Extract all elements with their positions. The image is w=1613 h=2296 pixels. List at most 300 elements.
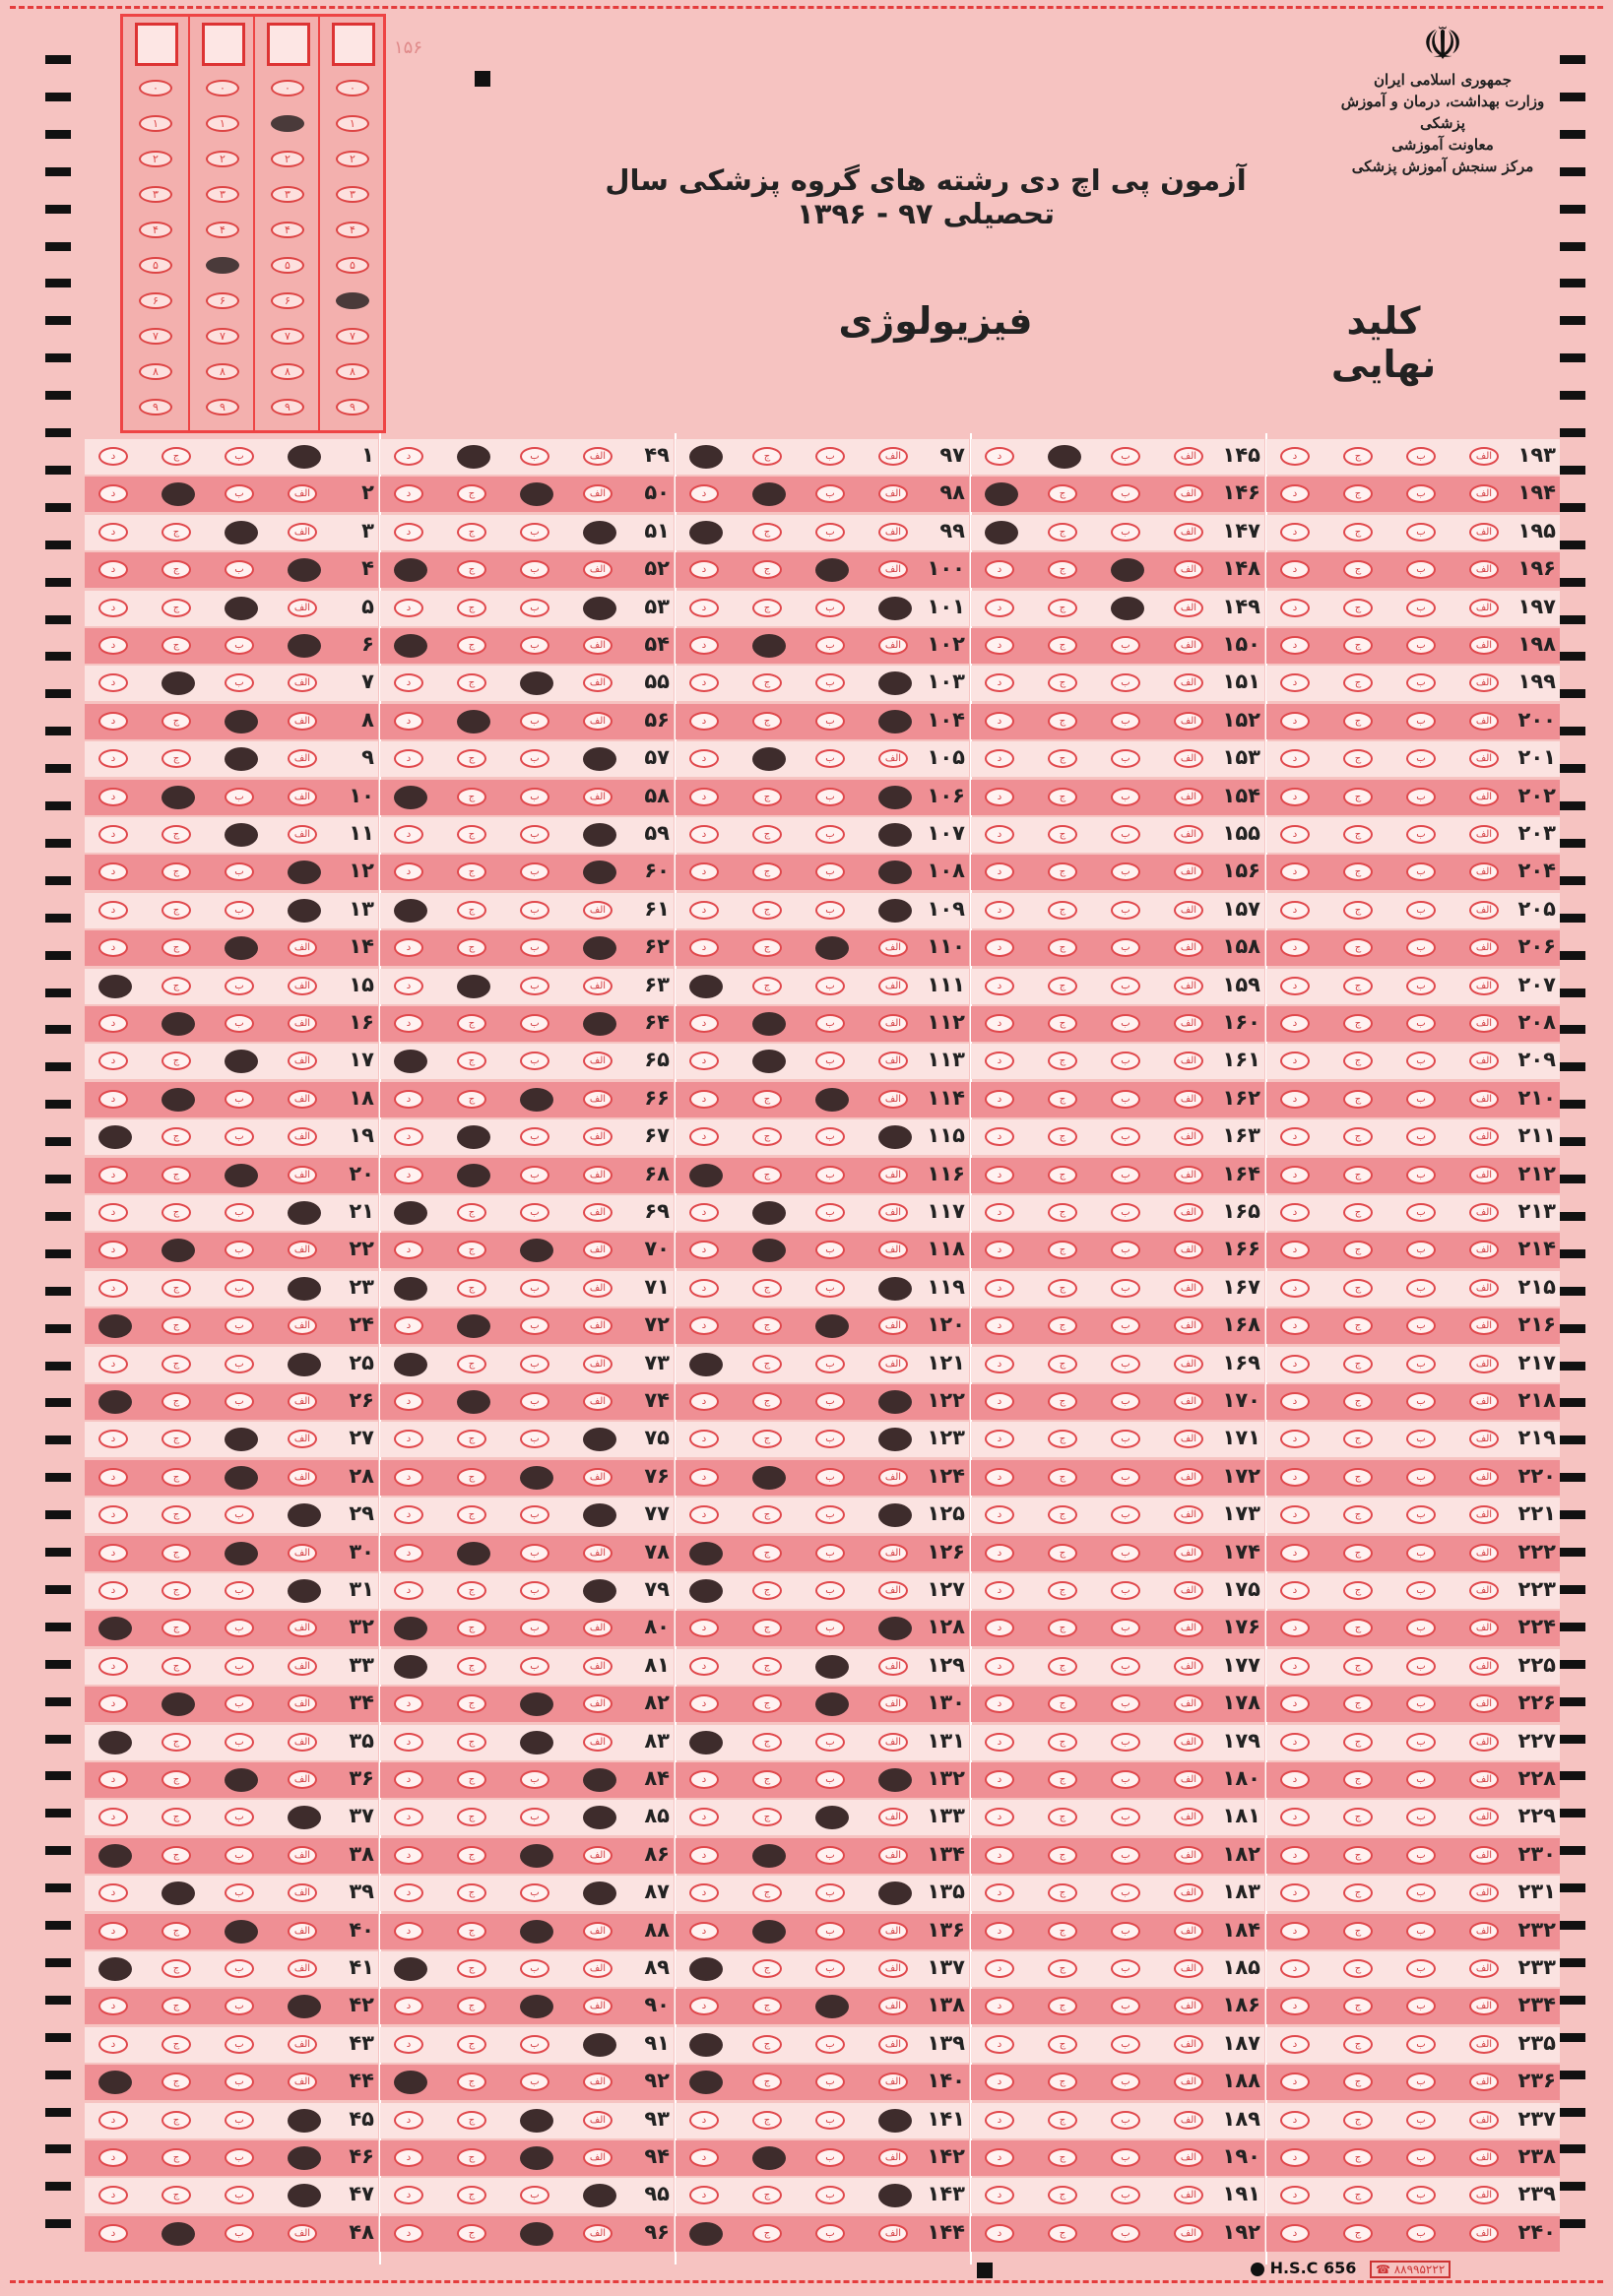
option-bubble-1[interactable]: الف: [1469, 1241, 1499, 1259]
option-bubble-4[interactable]: د: [985, 1279, 1014, 1298]
option-bubble-4[interactable]: د: [1280, 1657, 1310, 1676]
option-bubble-2[interactable]: ب: [225, 2224, 254, 2243]
code-bubble[interactable]: ۲: [139, 151, 172, 167]
option-bubble-1[interactable]: الف: [1174, 1166, 1203, 1184]
option-bubble-4[interactable]: د: [689, 1505, 719, 1524]
option-bubble-4[interactable]: د: [1280, 636, 1310, 655]
option-bubble-2[interactable]: ب: [815, 2073, 845, 2091]
option-bubble-4[interactable]: د: [1280, 1166, 1310, 1184]
option-bubble-3[interactable]: ج: [1343, 560, 1373, 579]
option-bubble-2[interactable]: ب: [1111, 749, 1140, 768]
option-bubble-3[interactable]: ج: [752, 1505, 782, 1524]
option-bubble-4[interactable]: د: [985, 1392, 1014, 1411]
option-bubble-4[interactable]: [394, 1655, 427, 1679]
option-bubble-3[interactable]: ج: [1048, 1581, 1077, 1600]
option-bubble-3[interactable]: ج: [752, 1544, 782, 1563]
option-bubble-4[interactable]: د: [98, 2224, 128, 2243]
option-bubble-3[interactable]: ج: [752, 1166, 782, 1184]
option-bubble-3[interactable]: ج: [1048, 1166, 1077, 1184]
option-bubble-3[interactable]: [752, 634, 786, 658]
code-bubble[interactable]: ۹: [139, 399, 172, 415]
option-bubble-4[interactable]: د: [1280, 1430, 1310, 1448]
option-bubble-4[interactable]: د: [1280, 1883, 1310, 1902]
option-bubble-1[interactable]: [878, 1390, 912, 1414]
option-bubble-4[interactable]: د: [98, 523, 128, 542]
option-bubble-4[interactable]: د: [98, 1808, 128, 1826]
option-bubble-3[interactable]: [161, 1692, 195, 1716]
option-bubble-1[interactable]: الف: [1469, 1468, 1499, 1487]
option-bubble-2[interactable]: ب: [815, 1468, 845, 1487]
option-bubble-3[interactable]: ج: [752, 1392, 782, 1411]
option-bubble-1[interactable]: [288, 1995, 321, 2018]
option-bubble-4[interactable]: د: [1280, 938, 1310, 957]
option-bubble-4[interactable]: د: [1280, 1505, 1310, 1524]
option-bubble-3[interactable]: ج: [457, 1694, 486, 1713]
option-bubble-3[interactable]: ج: [457, 901, 486, 920]
option-bubble-3[interactable]: ج: [457, 2224, 486, 2243]
code-bubble[interactable]: ۷: [139, 328, 172, 345]
option-bubble-2[interactable]: [1111, 558, 1144, 582]
option-bubble-2[interactable]: [225, 1428, 258, 1451]
option-bubble-1[interactable]: الف: [878, 1316, 908, 1335]
option-bubble-1[interactable]: الف: [1469, 1316, 1499, 1335]
option-bubble-4[interactable]: د: [985, 673, 1014, 692]
option-bubble-3[interactable]: ج: [457, 1430, 486, 1448]
option-bubble-2[interactable]: ب: [1111, 1657, 1140, 1676]
option-bubble-1[interactable]: الف: [878, 1694, 908, 1713]
code-bubble[interactable]: ۷: [206, 328, 239, 345]
option-bubble-3[interactable]: ج: [1048, 2073, 1077, 2091]
option-bubble-4[interactable]: د: [1280, 1544, 1310, 1563]
option-bubble-2[interactable]: ب: [815, 712, 845, 731]
option-bubble-1[interactable]: [878, 671, 912, 695]
option-bubble-2[interactable]: ب: [225, 1355, 254, 1373]
option-bubble-1[interactable]: الف: [1174, 1316, 1203, 1335]
option-bubble-3[interactable]: ج: [1048, 2111, 1077, 2130]
option-bubble-1[interactable]: الف: [1469, 862, 1499, 881]
option-bubble-1[interactable]: الف: [583, 1733, 613, 1752]
option-bubble-1[interactable]: الف: [583, 673, 613, 692]
option-bubble-1[interactable]: [878, 597, 912, 620]
option-bubble-2[interactable]: ب: [520, 977, 549, 995]
option-bubble-2[interactable]: ب: [1111, 1241, 1140, 1259]
option-bubble-4[interactable]: [689, 1353, 723, 1376]
code-bubble[interactable]: ۹: [271, 399, 304, 415]
option-bubble-1[interactable]: الف: [1174, 1922, 1203, 1941]
option-bubble-1[interactable]: الف: [1174, 2186, 1203, 2204]
option-bubble-2[interactable]: [225, 597, 258, 620]
option-bubble-3[interactable]: ج: [752, 1997, 782, 2015]
code-bubble[interactable]: ۴: [271, 222, 304, 238]
option-bubble-2[interactable]: ب: [815, 1619, 845, 1637]
option-bubble-2[interactable]: ب: [1406, 2148, 1436, 2167]
option-bubble-1[interactable]: الف: [1174, 2073, 1203, 2091]
option-bubble-3[interactable]: [161, 1012, 195, 1036]
option-bubble-2[interactable]: [225, 1050, 258, 1073]
option-bubble-3[interactable]: ج: [161, 1316, 191, 1335]
option-bubble-4[interactable]: د: [1280, 2148, 1310, 2167]
option-bubble-3[interactable]: ج: [161, 1505, 191, 1524]
option-bubble-1[interactable]: الف: [288, 1316, 317, 1335]
option-bubble-4[interactable]: د: [1280, 1846, 1310, 1865]
option-bubble-2[interactable]: ب: [815, 1733, 845, 1752]
option-bubble-4[interactable]: د: [689, 1922, 719, 1941]
option-bubble-3[interactable]: ج: [752, 1770, 782, 1789]
option-bubble-4[interactable]: د: [985, 1052, 1014, 1070]
option-bubble-4[interactable]: د: [985, 977, 1014, 995]
option-bubble-1[interactable]: الف: [1469, 447, 1499, 466]
option-bubble-3[interactable]: ج: [1048, 2186, 1077, 2204]
option-bubble-3[interactable]: [752, 1050, 786, 1073]
option-bubble-4[interactable]: د: [1280, 788, 1310, 806]
option-bubble-2[interactable]: [815, 1806, 849, 1829]
option-bubble-2[interactable]: ب: [520, 1657, 549, 1676]
option-bubble-2[interactable]: ب: [1406, 1997, 1436, 2015]
option-bubble-3[interactable]: ج: [1048, 1392, 1077, 1411]
option-bubble-2[interactable]: ب: [815, 599, 845, 617]
option-bubble-3[interactable]: ج: [1048, 1959, 1077, 1978]
option-bubble-1[interactable]: الف: [583, 484, 613, 503]
option-bubble-3[interactable]: [161, 671, 195, 695]
option-bubble-2[interactable]: ب: [520, 1392, 549, 1411]
option-bubble-2[interactable]: ب: [1111, 2224, 1140, 2243]
code-bubble[interactable]: ۲: [336, 151, 369, 167]
option-bubble-1[interactable]: الف: [583, 560, 613, 579]
option-bubble-4[interactable]: [689, 1957, 723, 1981]
option-bubble-2[interactable]: ب: [520, 749, 549, 768]
option-bubble-1[interactable]: الف: [288, 1052, 317, 1070]
option-bubble-2[interactable]: ب: [225, 977, 254, 995]
option-bubble-3[interactable]: ج: [1343, 1922, 1373, 1941]
option-bubble-4[interactable]: [394, 634, 427, 658]
option-bubble-2[interactable]: ب: [1406, 1355, 1436, 1373]
option-bubble-3[interactable]: [161, 1088, 195, 1112]
option-bubble-2[interactable]: ب: [1406, 1127, 1436, 1146]
option-bubble-3[interactable]: ج: [1343, 1430, 1373, 1448]
option-bubble-2[interactable]: [520, 1088, 553, 1112]
option-bubble-3[interactable]: ج: [1048, 1279, 1077, 1298]
option-bubble-4[interactable]: [98, 1314, 132, 1338]
option-bubble-4[interactable]: د: [689, 1392, 719, 1411]
option-bubble-4[interactable]: د: [98, 712, 128, 731]
option-bubble-2[interactable]: ب: [1111, 1959, 1140, 1978]
option-bubble-1[interactable]: الف: [1174, 673, 1203, 692]
option-bubble-3[interactable]: ج: [752, 1619, 782, 1637]
option-bubble-1[interactable]: الف: [1174, 1090, 1203, 1109]
option-bubble-3[interactable]: [752, 1239, 786, 1262]
option-bubble-4[interactable]: د: [985, 749, 1014, 768]
option-bubble-1[interactable]: [583, 1579, 616, 1603]
option-bubble-2[interactable]: ب: [520, 862, 549, 881]
option-bubble-4[interactable]: د: [1280, 1694, 1310, 1713]
option-bubble-3[interactable]: [752, 1844, 786, 1868]
option-bubble-3[interactable]: [457, 1164, 490, 1187]
option-bubble-4[interactable]: د: [689, 788, 719, 806]
option-bubble-2[interactable]: ب: [1111, 636, 1140, 655]
option-bubble-4[interactable]: د: [985, 1316, 1014, 1335]
option-bubble-1[interactable]: الف: [288, 825, 317, 844]
option-bubble-3[interactable]: ج: [752, 1279, 782, 1298]
option-bubble-3[interactable]: ج: [1343, 901, 1373, 920]
option-bubble-2[interactable]: ب: [815, 1544, 845, 1563]
option-bubble-4[interactable]: د: [394, 1014, 423, 1033]
option-bubble-1[interactable]: الف: [878, 523, 908, 542]
code-bubble[interactable]: ۰: [206, 80, 239, 96]
option-bubble-1[interactable]: الف: [1469, 2073, 1499, 2091]
option-bubble-4[interactable]: [689, 2071, 723, 2094]
option-bubble-3[interactable]: [161, 2222, 195, 2246]
option-bubble-4[interactable]: [689, 975, 723, 998]
code-bubble[interactable]: ۱: [336, 115, 369, 132]
option-bubble-3[interactable]: ج: [1343, 1392, 1373, 1411]
option-bubble-3[interactable]: ج: [1343, 1770, 1373, 1789]
option-bubble-2[interactable]: ب: [520, 2035, 549, 2054]
option-bubble-2[interactable]: ب: [1406, 1279, 1436, 1298]
option-bubble-2[interactable]: ب: [1111, 2186, 1140, 2204]
option-bubble-1[interactable]: الف: [1174, 523, 1203, 542]
option-bubble-4[interactable]: [985, 482, 1018, 506]
option-bubble-3[interactable]: ج: [457, 1355, 486, 1373]
option-bubble-1[interactable]: الف: [583, 447, 613, 466]
option-bubble-4[interactable]: د: [98, 1052, 128, 1070]
option-bubble-2[interactable]: [520, 671, 553, 695]
option-bubble-3[interactable]: ج: [1048, 1657, 1077, 1676]
option-bubble-2[interactable]: [225, 747, 258, 771]
option-bubble-3[interactable]: ج: [1343, 484, 1373, 503]
option-bubble-3[interactable]: ج: [1048, 1355, 1077, 1373]
option-bubble-4[interactable]: د: [98, 636, 128, 655]
option-bubble-3[interactable]: [161, 482, 195, 506]
option-bubble-2[interactable]: ب: [520, 447, 549, 466]
option-bubble-4[interactable]: د: [394, 1430, 423, 1448]
option-bubble-4[interactable]: د: [985, 1922, 1014, 1941]
option-bubble-3[interactable]: ج: [752, 447, 782, 466]
option-bubble-1[interactable]: الف: [288, 1090, 317, 1109]
option-bubble-3[interactable]: ج: [1343, 1241, 1373, 1259]
option-bubble-4[interactable]: [98, 1125, 132, 1149]
option-bubble-3[interactable]: ج: [752, 599, 782, 617]
option-bubble-2[interactable]: ب: [1406, 1505, 1436, 1524]
option-bubble-3[interactable]: [457, 975, 490, 998]
option-bubble-3[interactable]: ج: [161, 1468, 191, 1487]
option-bubble-2[interactable]: ب: [225, 2186, 254, 2204]
option-bubble-2[interactable]: ب: [225, 1808, 254, 1826]
option-bubble-3[interactable]: ج: [457, 1770, 486, 1789]
option-bubble-2[interactable]: [225, 1542, 258, 1565]
option-bubble-4[interactable]: د: [985, 1241, 1014, 1259]
option-bubble-4[interactable]: د: [985, 2035, 1014, 2054]
option-bubble-1[interactable]: الف: [583, 1316, 613, 1335]
option-bubble-1[interactable]: الف: [878, 484, 908, 503]
option-bubble-1[interactable]: الف: [583, 1166, 613, 1184]
option-bubble-4[interactable]: د: [394, 673, 423, 692]
option-bubble-2[interactable]: [225, 521, 258, 544]
option-bubble-2[interactable]: ب: [520, 1808, 549, 1826]
option-bubble-2[interactable]: ب: [1111, 484, 1140, 503]
option-bubble-4[interactable]: د: [985, 1657, 1014, 1676]
option-bubble-3[interactable]: ج: [1343, 2073, 1373, 2091]
option-bubble-4[interactable]: د: [394, 2035, 423, 2054]
option-bubble-3[interactable]: ج: [161, 599, 191, 617]
option-bubble-4[interactable]: د: [98, 1203, 128, 1222]
option-bubble-2[interactable]: ب: [1111, 1733, 1140, 1752]
option-bubble-1[interactable]: الف: [288, 484, 317, 503]
option-bubble-3[interactable]: ج: [752, 523, 782, 542]
option-bubble-2[interactable]: [520, 1920, 553, 1944]
code-bubble[interactable]: ۷: [271, 328, 304, 345]
option-bubble-4[interactable]: د: [1280, 825, 1310, 844]
option-bubble-3[interactable]: ج: [1343, 712, 1373, 731]
option-bubble-2[interactable]: ب: [225, 1694, 254, 1713]
option-bubble-2[interactable]: [225, 1164, 258, 1187]
option-bubble-4[interactable]: د: [98, 1166, 128, 1184]
option-bubble-3[interactable]: ج: [1048, 560, 1077, 579]
option-bubble-1[interactable]: [583, 861, 616, 884]
option-bubble-1[interactable]: [878, 710, 912, 733]
option-bubble-2[interactable]: ب: [815, 1166, 845, 1184]
option-bubble-4[interactable]: د: [394, 2224, 423, 2243]
option-bubble-1[interactable]: [288, 2146, 321, 2170]
option-bubble-4[interactable]: د: [985, 1355, 1014, 1373]
option-bubble-3[interactable]: ج: [457, 1203, 486, 1222]
option-bubble-2[interactable]: ب: [1111, 1997, 1140, 2015]
option-bubble-4[interactable]: د: [394, 1581, 423, 1600]
option-bubble-1[interactable]: الف: [1469, 523, 1499, 542]
option-bubble-1[interactable]: [288, 861, 321, 884]
option-bubble-2[interactable]: ب: [815, 1505, 845, 1524]
option-bubble-3[interactable]: ج: [161, 1619, 191, 1637]
option-bubble-1[interactable]: [583, 1806, 616, 1829]
code-box[interactable]: [332, 23, 375, 66]
option-bubble-1[interactable]: الف: [288, 1733, 317, 1752]
option-bubble-2[interactable]: ب: [520, 560, 549, 579]
option-bubble-4[interactable]: د: [394, 1922, 423, 1941]
option-bubble-3[interactable]: ج: [457, 1052, 486, 1070]
option-bubble-1[interactable]: الف: [1469, 1279, 1499, 1298]
option-bubble-1[interactable]: الف: [583, 1922, 613, 1941]
option-bubble-1[interactable]: الف: [878, 1846, 908, 1865]
option-bubble-1[interactable]: الف: [288, 1922, 317, 1941]
option-bubble-1[interactable]: الف: [1174, 1241, 1203, 1259]
option-bubble-4[interactable]: د: [98, 1922, 128, 1941]
option-bubble-4[interactable]: د: [98, 673, 128, 692]
code-bubble[interactable]: ۳: [271, 186, 304, 203]
option-bubble-3[interactable]: ج: [1343, 1581, 1373, 1600]
option-bubble-2[interactable]: ب: [1111, 1846, 1140, 1865]
option-bubble-1[interactable]: الف: [288, 1127, 317, 1146]
option-bubble-3[interactable]: ج: [457, 1959, 486, 1978]
option-bubble-3[interactable]: ج: [752, 1127, 782, 1146]
option-bubble-2[interactable]: ب: [225, 1316, 254, 1335]
option-bubble-2[interactable]: ب: [1111, 673, 1140, 692]
option-bubble-3[interactable]: ج: [1343, 2111, 1373, 2130]
option-bubble-4[interactable]: د: [1280, 1468, 1310, 1487]
option-bubble-1[interactable]: الف: [878, 560, 908, 579]
option-bubble-1[interactable]: الف: [1174, 825, 1203, 844]
option-bubble-4[interactable]: د: [985, 447, 1014, 466]
option-bubble-4[interactable]: د: [394, 1166, 423, 1184]
option-bubble-3[interactable]: ج: [1048, 825, 1077, 844]
option-bubble-1[interactable]: الف: [583, 1959, 613, 1978]
option-bubble-4[interactable]: د: [985, 1883, 1014, 1902]
option-bubble-2[interactable]: ب: [1406, 977, 1436, 995]
option-bubble-3[interactable]: ج: [1048, 1468, 1077, 1487]
option-bubble-3[interactable]: ج: [1048, 2148, 1077, 2167]
option-bubble-4[interactable]: د: [985, 1014, 1014, 1033]
option-bubble-4[interactable]: [689, 2222, 723, 2246]
option-bubble-2[interactable]: ب: [1111, 2148, 1140, 2167]
option-bubble-3[interactable]: ج: [1048, 1090, 1077, 1109]
option-bubble-4[interactable]: د: [689, 1770, 719, 1789]
option-bubble-1[interactable]: الف: [583, 788, 613, 806]
option-bubble-2[interactable]: ب: [815, 673, 845, 692]
option-bubble-3[interactable]: ج: [161, 901, 191, 920]
option-bubble-3[interactable]: [752, 1920, 786, 1944]
option-bubble-1[interactable]: الف: [288, 938, 317, 957]
option-bubble-3[interactable]: ج: [457, 1468, 486, 1487]
option-bubble-3[interactable]: ج: [161, 2035, 191, 2054]
option-bubble-1[interactable]: الف: [878, 1090, 908, 1109]
option-bubble-2[interactable]: ب: [815, 1355, 845, 1373]
option-bubble-1[interactable]: الف: [288, 1657, 317, 1676]
option-bubble-2[interactable]: ب: [1406, 1619, 1436, 1637]
option-bubble-2[interactable]: ب: [815, 2111, 845, 2130]
option-bubble-3[interactable]: ج: [752, 1430, 782, 1448]
option-bubble-2[interactable]: ب: [1111, 1052, 1140, 1070]
option-bubble-3[interactable]: ج: [1343, 636, 1373, 655]
option-bubble-2[interactable]: ب: [815, 862, 845, 881]
option-bubble-1[interactable]: [583, 521, 616, 544]
option-bubble-1[interactable]: الف: [288, 599, 317, 617]
option-bubble-4[interactable]: د: [689, 1430, 719, 1448]
option-bubble-4[interactable]: د: [689, 484, 719, 503]
option-bubble-1[interactable]: الف: [1469, 1052, 1499, 1070]
option-bubble-3[interactable]: ج: [457, 1581, 486, 1600]
option-bubble-1[interactable]: [878, 1617, 912, 1640]
option-bubble-3[interactable]: ج: [752, 1959, 782, 1978]
option-bubble-2[interactable]: ب: [1406, 1430, 1436, 1448]
option-bubble-3[interactable]: ج: [752, 673, 782, 692]
option-bubble-2[interactable]: [815, 1655, 849, 1679]
option-bubble-3[interactable]: ج: [457, 749, 486, 768]
option-bubble-3[interactable]: ج: [1048, 862, 1077, 881]
option-bubble-1[interactable]: [288, 1579, 321, 1603]
option-bubble-4[interactable]: د: [689, 1279, 719, 1298]
option-bubble-2[interactable]: ب: [225, 560, 254, 579]
option-bubble-4[interactable]: د: [98, 825, 128, 844]
option-bubble-4[interactable]: د: [985, 938, 1014, 957]
code-bubble[interactable]: ۰: [271, 80, 304, 96]
option-bubble-1[interactable]: الف: [1174, 560, 1203, 579]
option-bubble-4[interactable]: د: [689, 1090, 719, 1109]
option-bubble-1[interactable]: الف: [1469, 2035, 1499, 2054]
option-bubble-1[interactable]: الف: [583, 2148, 613, 2167]
option-bubble-4[interactable]: د: [1280, 749, 1310, 768]
option-bubble-4[interactable]: د: [394, 862, 423, 881]
option-bubble-1[interactable]: الف: [1469, 484, 1499, 503]
option-bubble-4[interactable]: د: [985, 1581, 1014, 1600]
option-bubble-2[interactable]: ب: [225, 1883, 254, 1902]
option-bubble-1[interactable]: الف: [288, 977, 317, 995]
option-bubble-1[interactable]: الف: [1174, 862, 1203, 881]
option-bubble-4[interactable]: د: [394, 1505, 423, 1524]
option-bubble-2[interactable]: ب: [1111, 1581, 1140, 1600]
option-bubble-4[interactable]: د: [98, 1694, 128, 1713]
option-bubble-1[interactable]: الف: [1469, 749, 1499, 768]
option-bubble-2[interactable]: ب: [520, 1052, 549, 1070]
option-bubble-3[interactable]: ج: [161, 1959, 191, 1978]
option-bubble-1[interactable]: الف: [878, 1544, 908, 1563]
